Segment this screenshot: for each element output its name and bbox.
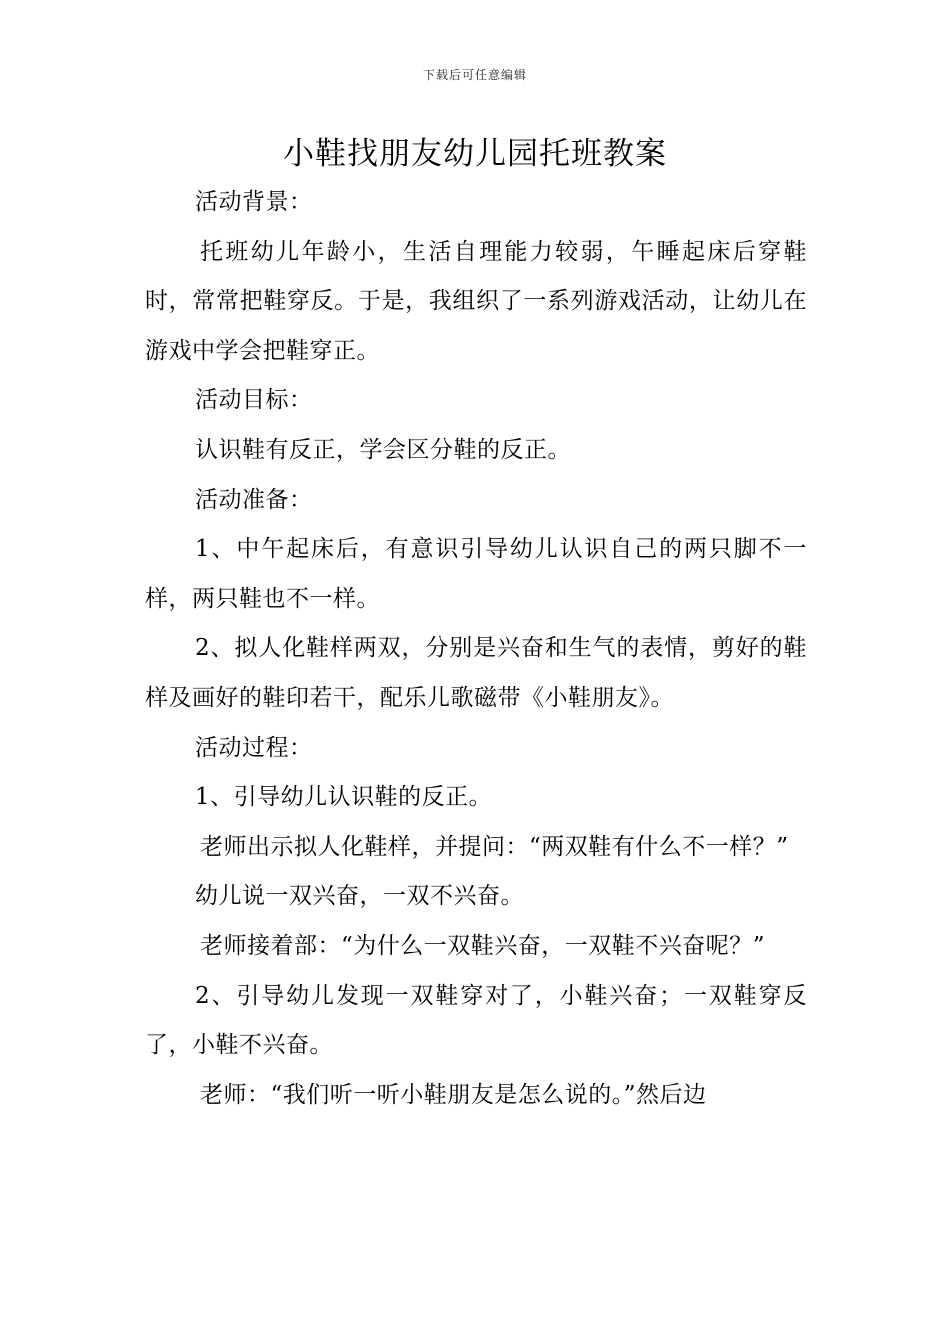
paragraph-children-answer: 幼儿说一双兴奋，一双不兴奋。 [195,883,524,910]
paragraph-teacher-question: 老师出示拟人化鞋样，并提问：“两双鞋有什么不一样？” [200,833,789,860]
paragraph-background: 托班幼儿年龄小，生活自理能力较弱，午睡起床后穿鞋时，常常把鞋穿反。于是，我组织了一系列游戏活动，让幼儿在游戏中学会把鞋穿正。 [145,238,807,364]
document-body [145,178,807,1120]
paragraph-preparation-2: 2、拟人化鞋样两双，分别是兴奋和生气的表情，剪好的鞋样及画好的鞋印若干，配乐儿歌磁带《小鞋朋友》。 [145,635,807,711]
header-note: 下载后可任意编辑 [422,68,527,82]
paragraph-preparation-1: 1、中午起床后，有意识引导幼儿认识自己的两只脚不一样，两只鞋也不一样。 [145,536,807,612]
section-heading-process: 活动过程： [195,734,313,761]
section-heading-preparation: 活动准备： [195,486,313,513]
paragraph-teacher-listen: 老师：“我们听一听小鞋朋友是怎么说的。”然后边 [200,1081,707,1108]
paragraph-goal: 认识鞋有反正，学会区分鞋的反正。 [195,436,571,463]
paragraph-process-1: 1、引导幼儿认识鞋的反正。 [195,784,493,811]
section-heading-background: 活动背景： [195,189,313,215]
document-title: 小鞋找朋友幼儿园托班教案 [283,136,667,172]
paragraph-process-2: 2、引导幼儿发现一双鞋穿对了，小鞋兴奋；一双鞋穿反了，小鞋不兴奋。 [145,982,807,1059]
paragraph-teacher-followup: 老师接着部：“为什么一双鞋兴奋，一双鞋不兴奋呢？” [200,932,766,959]
section-heading-goal: 活动目标： [195,387,313,414]
